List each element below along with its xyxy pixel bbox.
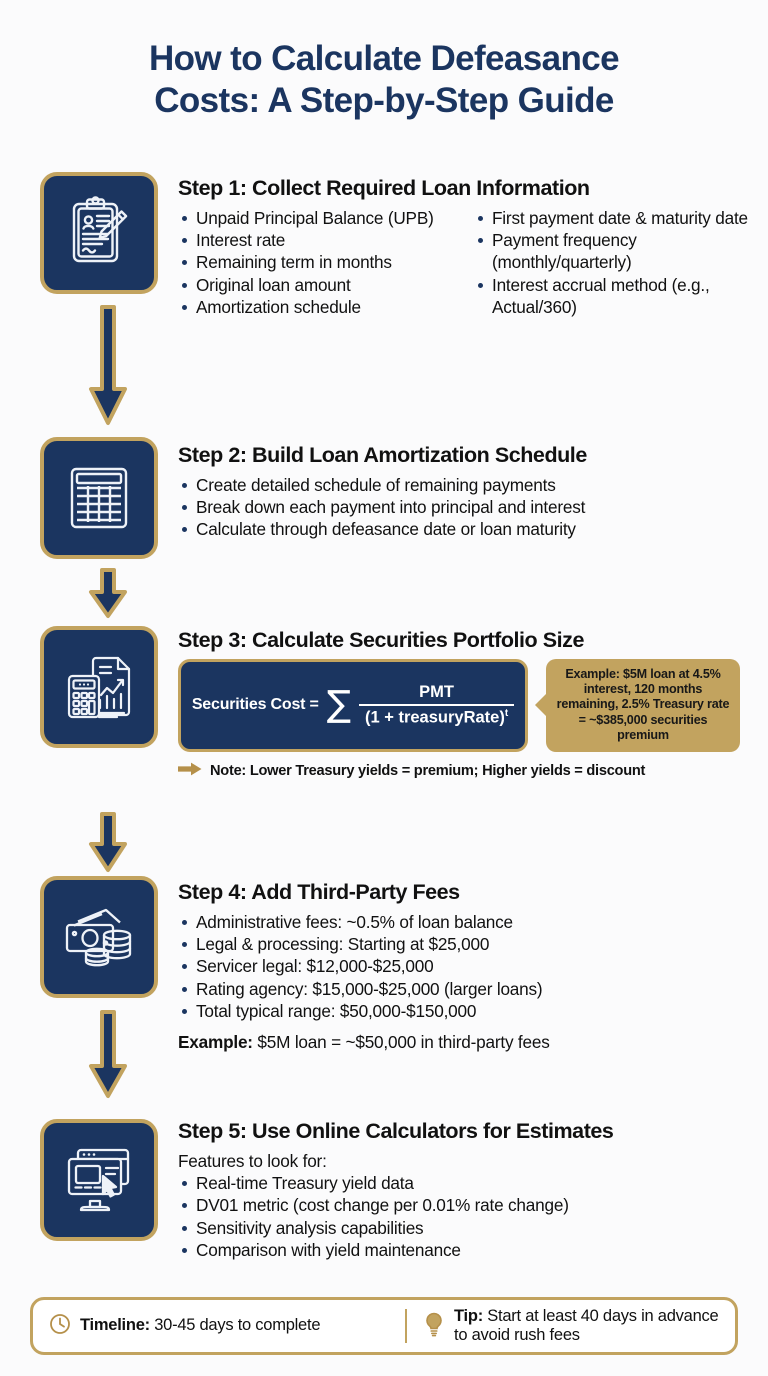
step-4-bullets — [178, 911, 758, 1023]
list-item: Rating agency: $15,000-$25,000 (larger loans) — [178, 978, 758, 1000]
list-item: Break down each payment into principal and interest — [178, 496, 758, 518]
list-item: Unpaid Principal Balance (UPB) — [178, 207, 458, 229]
step-4-body — [178, 880, 758, 1053]
list-item: Servicer legal: $12,000-$25,000 — [178, 955, 758, 977]
list-item: Calculate through defeasance date or loan maturity — [178, 518, 758, 540]
lightbulb-icon — [423, 1311, 445, 1342]
footer-timeline-value: 30-45 days to complete — [149, 1316, 321, 1335]
step-1-icon-box — [40, 172, 158, 294]
footer-timeline-text — [80, 1316, 320, 1335]
list-item: DV01 metric (cost change per 0.01% rate change) — [178, 1194, 758, 1216]
list-item: Interest rate — [178, 229, 458, 251]
title-line-2: Costs: A Step-by-Step Guide — [154, 81, 614, 120]
step-3-body — [178, 628, 758, 781]
step-2-bullets — [178, 474, 758, 541]
list-item: Administrative fees: ~0.5% of loan balance — [178, 911, 758, 933]
step-3-icon-box — [40, 626, 158, 748]
step-4-example — [178, 1031, 758, 1053]
step-1-bullet-columns — [178, 207, 758, 319]
step-1-bullets-right — [474, 207, 754, 319]
footer-timeline — [33, 1313, 405, 1340]
formula-row — [178, 659, 758, 752]
right-arrow-icon — [178, 762, 202, 781]
footer-tip-value: Start at least 40 days in advance to avoid rush fees — [454, 1306, 719, 1344]
connector-arrow-3 — [85, 812, 131, 880]
clipboard-pencil-icon — [63, 195, 135, 271]
monitor-cursor-icon — [63, 1145, 135, 1215]
step-4-icon-box — [40, 876, 158, 998]
step-5-bullets — [178, 1172, 758, 1261]
step-4-title: Step 4: Add Third-Party Fees — [178, 880, 460, 904]
connector-arrow-2 — [85, 568, 131, 626]
footer-tip-label: Tip: — [454, 1306, 483, 1325]
formula-exponent: t — [504, 707, 509, 719]
list-item: Comparison with yield maintenance — [178, 1239, 758, 1261]
calculator-chart-icon — [62, 650, 136, 724]
step-5-intro: Features to look for: — [178, 1150, 327, 1171]
securities-cost-formula — [192, 683, 514, 728]
step-2-body — [178, 443, 758, 541]
formula-fraction — [359, 683, 514, 728]
list-item: Original loan amount — [178, 274, 458, 296]
list-item: Sensitivity analysis capabilities — [178, 1217, 758, 1239]
title-line-1: How to Calculate Defeasance — [148, 39, 620, 78]
footer-bar — [30, 1297, 738, 1355]
footer-tip — [407, 1307, 735, 1346]
note-text: Note: Lower Treasury yields = premium; Higher yields = discount — [210, 763, 646, 780]
cash-coins-icon — [62, 904, 136, 970]
note-row — [178, 762, 758, 781]
step-4-example-text: $5M loan = ~$50,000 in third-party fees — [252, 1031, 550, 1052]
page-title — [40, 38, 728, 122]
step-1-title: Step 1: Collect Required Loan Information — [178, 176, 590, 200]
clock-icon — [49, 1313, 71, 1340]
formula-box — [178, 659, 528, 752]
list-item: Total typical range: $50,000-$150,000 — [178, 1000, 758, 1022]
formula-example-callout — [546, 659, 740, 752]
step-5-body — [178, 1119, 758, 1262]
step-1-bullets-left — [178, 207, 458, 319]
footer-timeline-label: Timeline: — [80, 1316, 150, 1335]
callout-text: Example: $5M loan at 4.5% interest, 120 months remaining, 2.5% Treasury rate = ~$385,000 securities premium — [556, 666, 730, 743]
connector-arrow-4 — [85, 1010, 131, 1106]
formula-left-side: Securities Cost = — [191, 696, 319, 714]
list-item: Amortization schedule — [178, 296, 458, 318]
list-item: Interest accrual method (e.g., Actual/360) — [474, 274, 754, 319]
footer-tip-text — [454, 1307, 719, 1346]
list-item: Remaining term in months — [178, 251, 458, 273]
list-item: First payment date & maturity date — [474, 207, 754, 229]
step-3-title: Step 3: Calculate Securities Portfolio Size — [178, 628, 584, 652]
formula-denominator: (1 + treasuryRate)$^t$ — [364, 707, 509, 727]
step-2-icon-box — [40, 437, 158, 559]
step-5-icon-box — [40, 1119, 158, 1241]
list-item: Payment frequency (monthly/quarterly) — [474, 229, 754, 274]
step-1-body — [178, 176, 758, 319]
sigma-icon: ∑ — [326, 684, 351, 726]
step-5-title: Step 5: Use Online Calculators for Estimates — [178, 1119, 614, 1143]
list-item: Create detailed schedule of remaining payments — [178, 474, 758, 496]
list-item: Legal & processing: Starting at $25,000 — [178, 933, 758, 955]
step-4-example-label: Example: — [178, 1031, 253, 1052]
connector-arrow-1 — [85, 305, 131, 433]
formula-numerator: PMT — [419, 682, 454, 701]
spreadsheet-table-icon — [64, 462, 134, 534]
list-item: Real-time Treasury yield data — [178, 1172, 758, 1194]
step-2-title: Step 2: Build Loan Amortization Schedule — [178, 443, 587, 467]
